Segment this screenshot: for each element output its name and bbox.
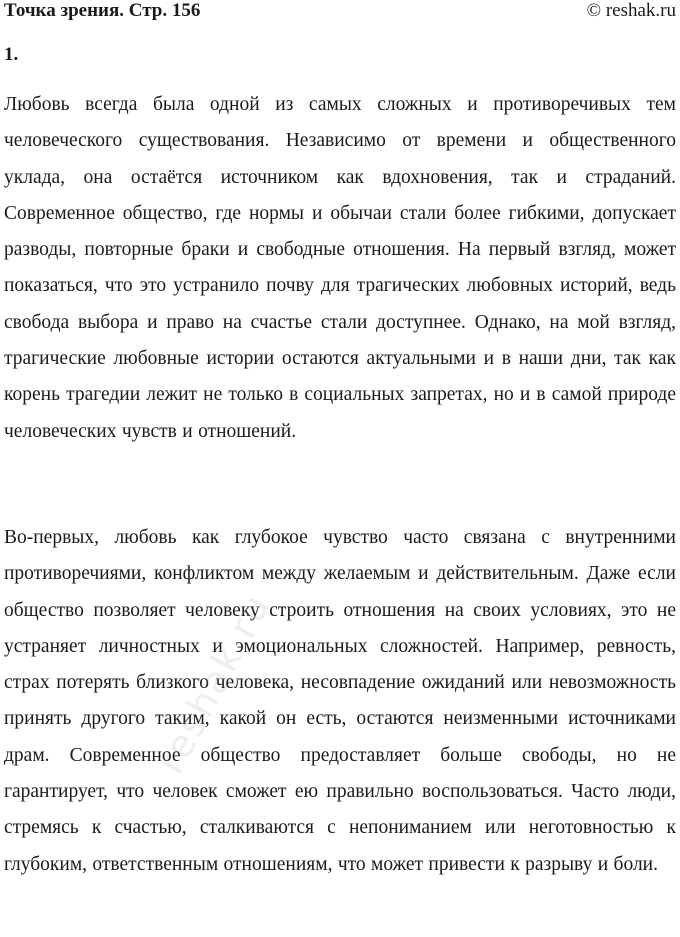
watermark: reshak.ru [148,585,280,781]
source-credit: © reshak.ru [586,0,676,21]
paragraph-1: Любовь всегда была одной из самых сложных и противоречивых тем человеческого существования. Независимо от времени и общественного уклада, она остаётся источником как вдохновения, так и страданий. Современное общество, где нормы и обычаи стали более гибкими, допускает разводы, повторные браки и свободные отношения. На первый взгляд, может показаться, что это устранило почву для трагических любовных историй, ведь свобода выбора и право на счастье стали доступнее. Однако, на мой взгляд, трагические любовные истории остаются актуальными и в наши дни, так как корень трагедии лежит не только в социальных запретах, но и в самой природе человеческих чувств и отношений. [4,94,676,442]
paragraph-2: Во-первых, любовь как глубокое чувство часто связана с внутренними противоречиями, конфликтом между желаемым и действительным. Даже если общество позволяет человеку строить отношения на своих условиях, это не устраняет личностных и эмоциональных сложностей. Например, ревность, страх потерять близкого человека, несовпадение ожиданий или невозможность принять другого таким, какой он есть, остаются неизменными источниками драм. Современное общество предоставляет больше свободы, но не гарантирует, что человек сможет ею правильно воспользоваться. Часто люди, стремясь к счастью, сталкиваются с непониманием или неготовностью к глубоким, ответственным отношениям, что может привести к разрыву и боли. [4,527,676,875]
page-title: Точка зрения. Стр. 156 [4,0,201,21]
page-header [4,0,676,26]
task-number: 1. [4,44,19,65]
